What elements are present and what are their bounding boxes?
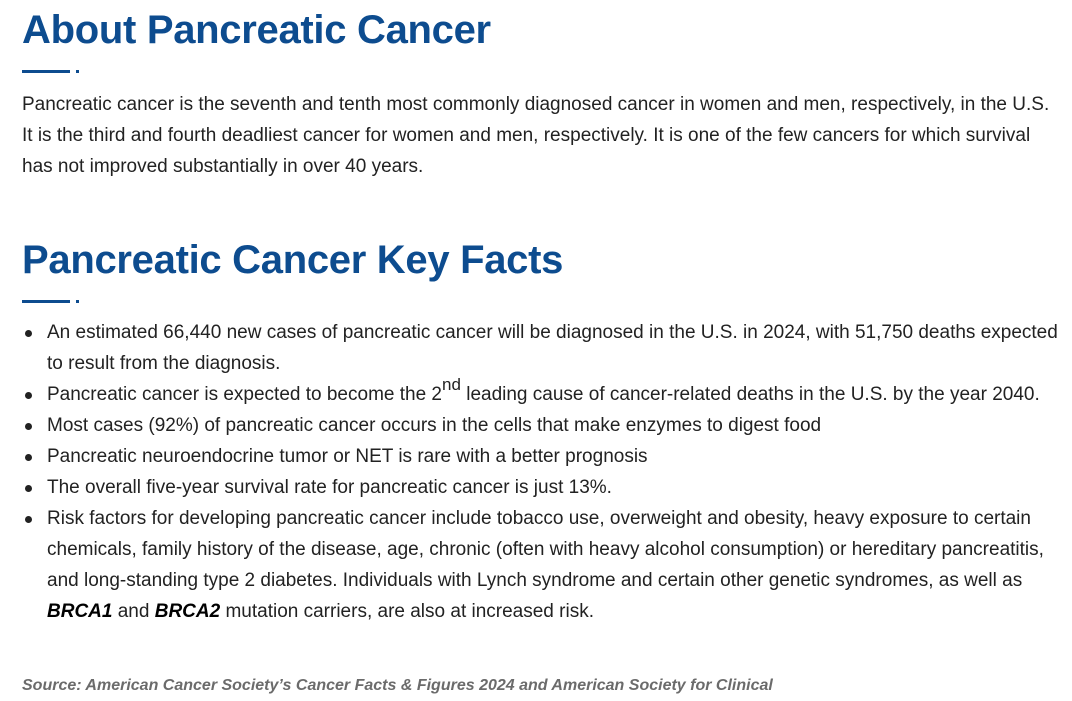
gene-brca2: BRCA2 bbox=[154, 601, 221, 622]
list-item bbox=[22, 441, 1067, 472]
list-item bbox=[22, 503, 1067, 627]
ordinal-superscript: nd bbox=[442, 374, 461, 394]
fact-text-part3: mutation carriers, are also at increased risk. bbox=[220, 601, 594, 622]
about-heading: About Pancreatic Cancer bbox=[22, 8, 491, 52]
gene-brca1: BRCA1 bbox=[47, 601, 113, 622]
about-paragraph: Pancreatic cancer is the seventh and tenth most commonly diagnosed cancer in women and men, respectively, in the U.S. It is the third and fourth deadliest cancer for women and men, respectively. It is one of the few cancers for which survival has not improved substantially in over 40 years. bbox=[22, 94, 1050, 177]
fact-text-part1: Risk factors for developing pancreatic cancer include tobacco use, overweight and obesity, heavy exposure to certain chemicals, family history of the disease, age, chronic (often with heavy alcohol consumption) or hereditary pancreatitis, and long-standing type 2 diabetes. Individuals with Lynch syndrome and certain other genetic syndromes, as well as bbox=[47, 508, 1044, 591]
key-facts-heading: Pancreatic Cancer Key Facts bbox=[22, 238, 564, 282]
source-citation: Source: American Cancer Society’s Cancer Facts & Figures 2024 and American Society for Clinical bbox=[22, 677, 773, 694]
list-item bbox=[22, 317, 1067, 379]
list-item bbox=[22, 374, 1067, 410]
list-item bbox=[22, 410, 1067, 441]
list-item bbox=[22, 472, 1067, 503]
fact-text: Pancreatic neuroendocrine tumor or NET is rare with a better prognosis bbox=[47, 446, 648, 467]
heading-underline-key-facts bbox=[22, 300, 70, 303]
fact-text: The overall five-year survival rate for pancreatic cancer is just 13%. bbox=[47, 477, 612, 498]
fact-text-after: leading cause of cancer-related deaths in the U.S. by the year 2040. bbox=[460, 384, 1040, 405]
fact-text-part2: and bbox=[112, 601, 155, 622]
fact-text: An estimated 66,440 new cases of pancreatic cancer will be diagnosed in the U.S. in 2024, with 51,750 deaths expected to result from the diagnosis. bbox=[47, 322, 1058, 374]
key-facts-list bbox=[22, 317, 1067, 627]
fact-text-before: Pancreatic cancer is expected to become the 2 bbox=[47, 384, 443, 405]
heading-underline-about bbox=[22, 70, 70, 73]
fact-text: Most cases (92%) of pancreatic cancer occurs in the cells that make enzymes to digest food bbox=[47, 415, 822, 436]
